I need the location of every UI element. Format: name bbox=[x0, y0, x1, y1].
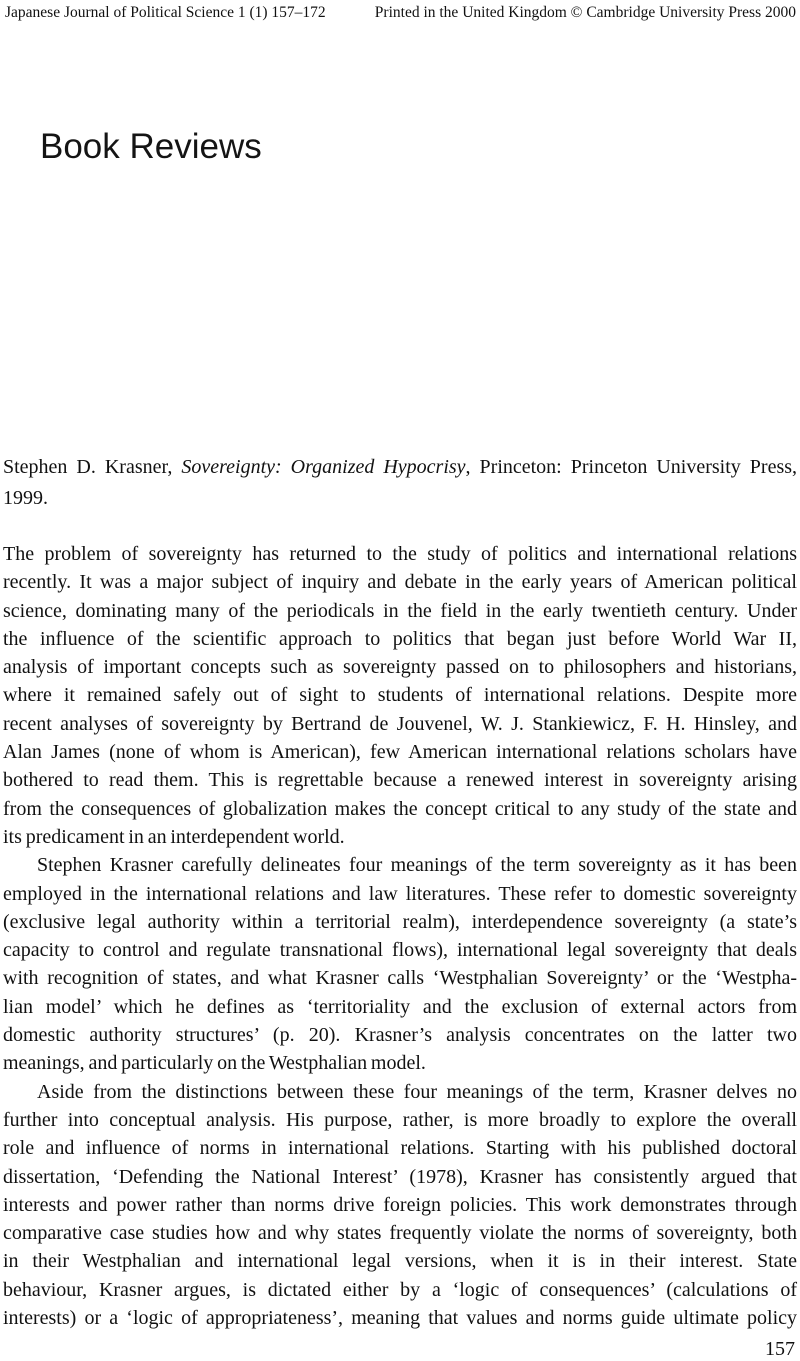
text-line: employed in the international relations and law literatures. These refer to domestic sovereignty bbox=[3, 882, 797, 905]
book-citation bbox=[3, 452, 797, 514]
citation-book-title: Sovereignty: Organized Hypocrisy bbox=[181, 456, 466, 478]
text-line: Stephen Krasner carefully delineates four meanings of the term sovereignty as it has been bbox=[37, 854, 797, 877]
text-line: role and influence of norms in international relations. Starting with his published doctoral bbox=[3, 1137, 797, 1160]
text-line: interests) or a ‘logic of appropriateness’, meaning that values and norms guide ultimate policy bbox=[3, 1307, 797, 1330]
text-line: dissertation, ‘Defending the National Interest’ (1978), Krasner has consistently argued that bbox=[3, 1165, 797, 1188]
text-line: recently. It was a major subject of inquiry and debate in the early years of American political bbox=[3, 571, 797, 594]
text-line: Aside from the distinctions between these four meanings of the term, Krasner delves no bbox=[37, 1080, 797, 1103]
text-line: (exclusive legal authority within a territorial realm), interdependence sovereignty (a state’s bbox=[3, 910, 797, 933]
text-line: capacity to control and regulate transnational flows), international legal sovereignty that deals bbox=[3, 939, 797, 962]
text-line: Alan James (none of whom is American), few American international relations scholars have bbox=[3, 741, 797, 764]
text-line: the influence of the scientific approach to politics that began just before World War II, bbox=[3, 627, 797, 650]
text-line: recent analyses of sovereignty by Bertrand de Jouvenel, W. J. Stankiewicz, F. H. Hinsley, and bbox=[3, 712, 797, 735]
text-line: bothered to read them. This is regrettable because a renewed interest in sovereignty arising bbox=[3, 769, 797, 792]
page-number: 157 bbox=[765, 1338, 795, 1360]
text-line: analysis of important concepts such as sovereignty passed on to philosophers and historians, bbox=[3, 656, 797, 679]
text-line: meanings, and particularly on the Westphalian model. bbox=[3, 1052, 426, 1075]
text-line: further into conceptual analysis. His purpose, rather, is more broadly to explore the overall bbox=[3, 1108, 797, 1131]
text-line: lian model’ which he defines as ‘territoriality and the exclusion of external actors from bbox=[3, 995, 797, 1018]
text-line: with recognition of states, and what Krasner calls ‘Westphalian Sovereignty’ or the ‘Westpha- bbox=[3, 967, 797, 990]
page-title: Book Reviews bbox=[40, 127, 262, 166]
text-line: comparative case studies how and why states frequently violate the norms of sovereignty, both bbox=[3, 1222, 797, 1245]
text-line: from the consequences of globalization makes the concept critical to any study of the state and bbox=[3, 797, 797, 820]
printer-copyright-info: Printed in the United Kingdom © Cambridge University Press 2000 bbox=[374, 4, 796, 21]
review-body bbox=[3, 540, 797, 1332]
text-line: its predicament in an interdependent world. bbox=[3, 825, 345, 848]
citation-line bbox=[3, 452, 797, 483]
journal-volume-info: Japanese Journal of Political Science 1 (1) 157–172 bbox=[5, 4, 326, 21]
running-header bbox=[5, 3, 796, 22]
text-line: domestic authority structures’ (p. 20). Krasner’s analysis concentrates on the latter two bbox=[3, 1024, 797, 1047]
citation-year: 1999. bbox=[3, 487, 48, 509]
citation-publisher: , Princeton: Princeton University Press, bbox=[465, 456, 798, 478]
text-line: in their Westphalian and international legal versions, when it is in their interest. State bbox=[3, 1250, 797, 1273]
text-line: behaviour, Krasner argues, is dictated either by a ‘logic of consequences’ (calculations of bbox=[3, 1278, 797, 1301]
citation-author: Stephen D. Krasner, bbox=[3, 456, 182, 478]
text-line: science, dominating many of the periodicals in the field in the early twentieth century. Under bbox=[3, 599, 797, 622]
text-line: The problem of sovereignty has returned to the study of politics and international relations bbox=[3, 543, 797, 565]
text-line: interests and power rather than norms drive foreign policies. This work demonstrates through bbox=[3, 1193, 797, 1216]
book-review bbox=[3, 452, 797, 1332]
text-line: where it remained safely out of sight to students of international relations. Despite more bbox=[3, 684, 797, 707]
